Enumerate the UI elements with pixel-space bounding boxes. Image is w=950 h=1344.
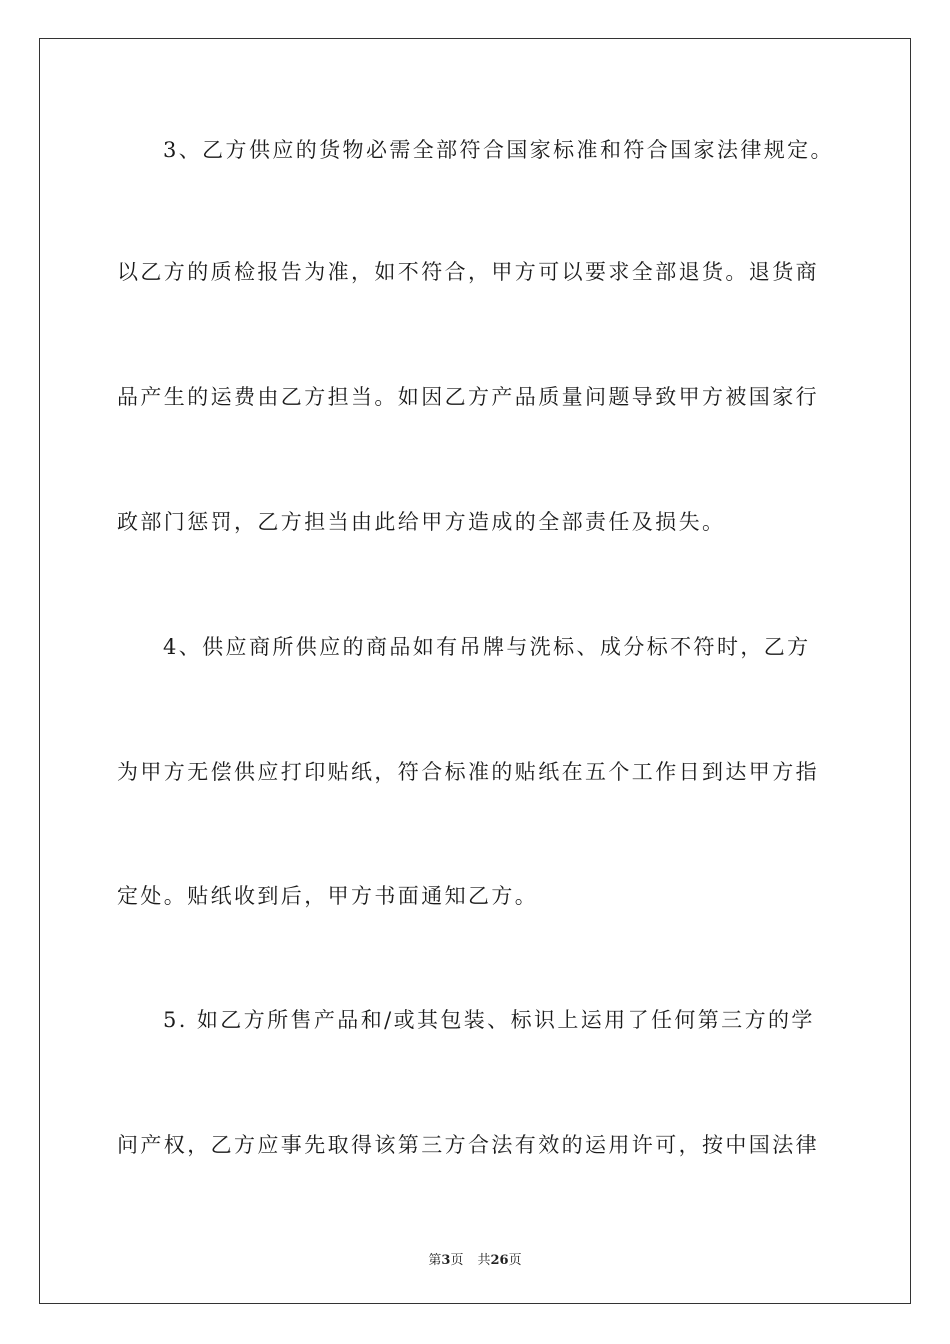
paragraph-3-line-2: 以乙方的质检报告为准，如不符合，甲方可以要求全部退货。退货商 — [117, 260, 819, 284]
paragraph-3-line-3: 品产生的运费由乙方担当。如因乙方产品质量问题导致甲方被国家行 — [117, 385, 819, 409]
page-number: 3 — [441, 1253, 451, 1268]
total-suffix: 页 — [508, 1253, 522, 1268]
paragraph-3-line-1: 3、乙方供应的货物必需全部符合国家标准和符合国家法律规定。 — [163, 138, 834, 162]
paragraph-5-line-2: 问产权，乙方应事先取得该第三方合法有效的运用许可，按中国法律 — [117, 1133, 819, 1157]
paragraph-5-line-1: 5. 如乙方所售产品和/或其包装、标识上运用了任何第三方的学 — [163, 1008, 815, 1032]
page-border — [39, 38, 911, 1304]
page-prefix: 第 — [428, 1253, 442, 1268]
total-pages: 26 — [490, 1253, 509, 1268]
page-footer — [0, 1249, 950, 1268]
paragraph-4-line-3: 定处。贴纸收到后，甲方书面通知乙方。 — [117, 884, 539, 908]
paragraph-4-line-2: 为甲方无偿供应打印贴纸，符合标准的贴纸在五个工作日到达甲方指 — [117, 760, 819, 784]
paragraph-4-line-1: 4、供应商所供应的商品如有吊牌与洗标、成分标不符时，乙方 — [163, 635, 811, 659]
page-suffix: 页 — [450, 1253, 464, 1268]
paragraph-3-line-4: 政部门惩罚，乙方担当由此给甲方造成的全部责任及损失。 — [117, 510, 726, 534]
total-prefix: 共 — [477, 1253, 491, 1268]
